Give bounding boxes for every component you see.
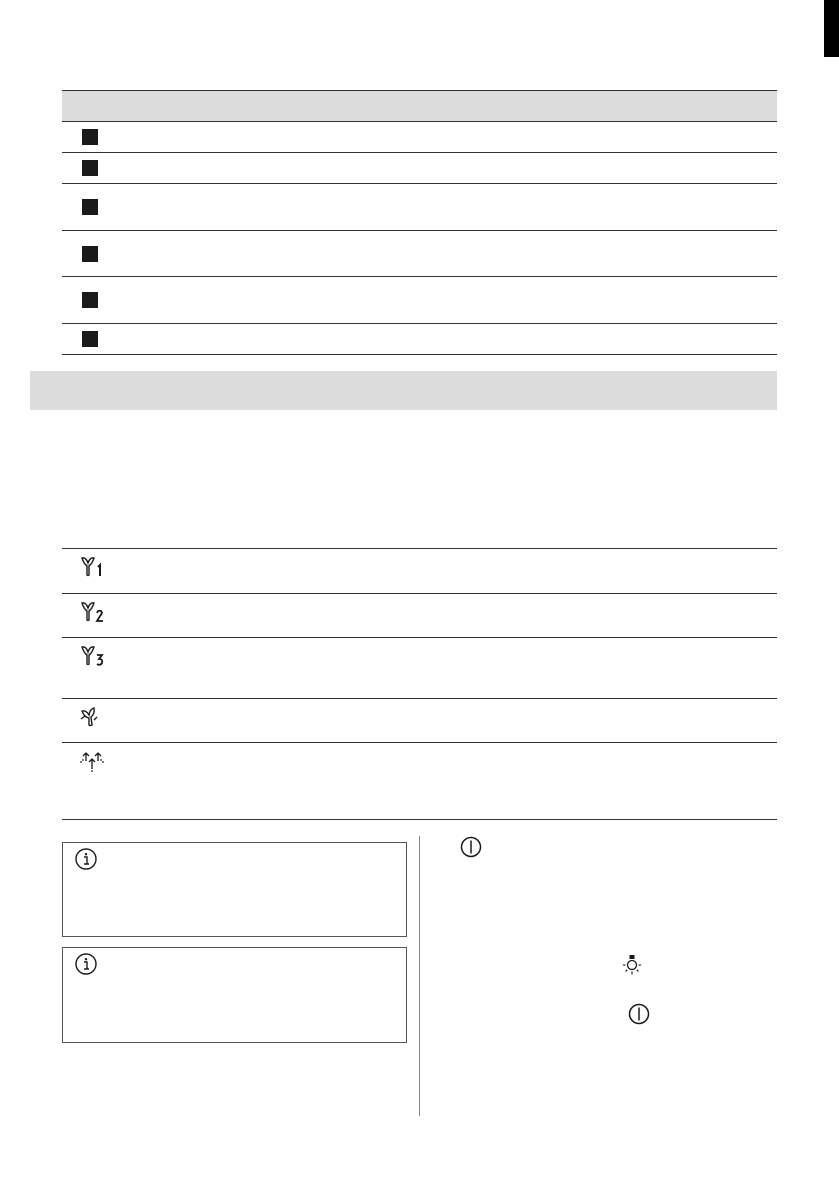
fan-speed-2-icon <box>78 600 108 624</box>
table-row <box>62 277 777 324</box>
extraction-icon <box>78 749 108 773</box>
info-icon <box>75 953 97 975</box>
section-heading-bar <box>30 371 777 410</box>
fan-boost-icon <box>78 705 108 729</box>
table-row <box>62 549 777 594</box>
info-box <box>62 842 407 937</box>
square-marker <box>82 331 98 347</box>
fan-speed-1-icon <box>78 555 108 579</box>
square-marker <box>82 129 98 145</box>
table-row <box>62 743 777 820</box>
table-row <box>62 153 777 184</box>
light-icon <box>621 954 643 978</box>
power-icon <box>460 836 482 858</box>
info-box <box>62 947 407 1043</box>
power-icon <box>628 1003 650 1025</box>
square-marker <box>82 199 98 215</box>
info-icon <box>75 848 97 870</box>
table-row <box>62 184 777 231</box>
page-tab-marker <box>824 0 839 57</box>
key-table-header <box>62 90 777 122</box>
table-row <box>62 638 777 699</box>
symbols-table <box>62 548 777 820</box>
table-row <box>62 594 777 638</box>
key-table <box>62 90 777 355</box>
square-marker <box>82 160 98 176</box>
table-row <box>62 231 777 277</box>
square-marker <box>82 292 98 308</box>
table-row <box>62 324 777 355</box>
table-row <box>62 122 777 153</box>
table-row <box>62 699 777 743</box>
square-marker <box>82 246 98 262</box>
column-divider <box>419 836 420 1116</box>
fan-speed-3-icon <box>78 644 108 668</box>
